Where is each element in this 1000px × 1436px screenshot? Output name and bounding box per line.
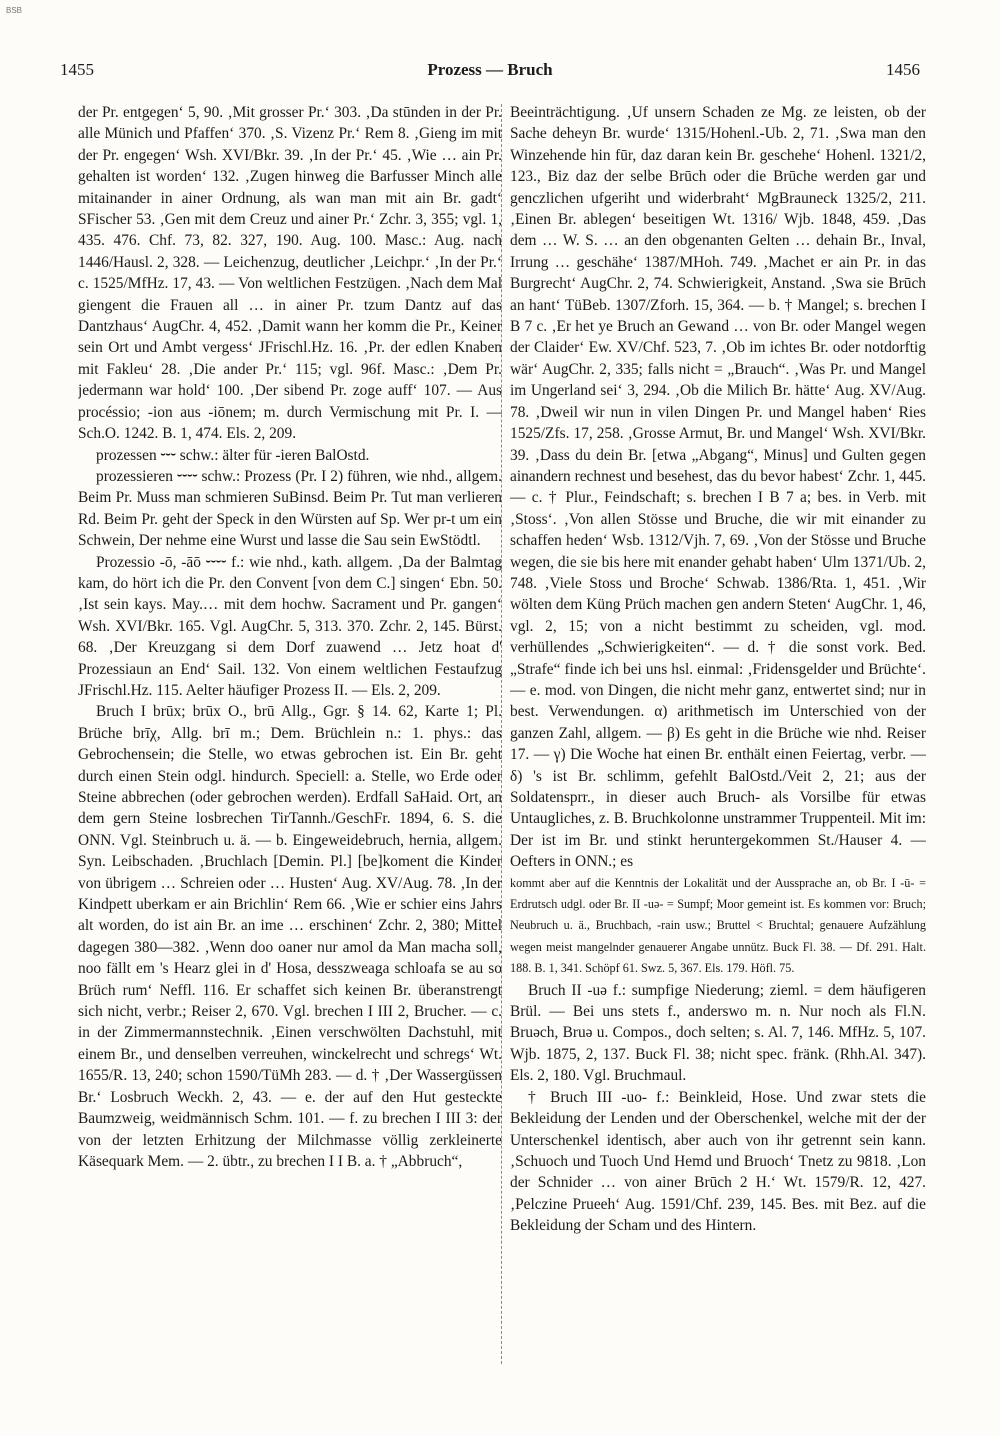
- library-stamp: BSB: [6, 6, 23, 15]
- page-header: [60, 60, 920, 86]
- entry-prozession: Prozessio -ō, -āō ⏑⏑⏑⏑ f.: wie nhd., kath. allgem. ‚Da der Balmtag kam, do hört ich die Pr. den Convent [von dem C.] singen‘ Ebn. 50. ‚Ist sein kays. May.… mit dem hochw. Sacrament und Pr. gangen‘ Wsh. XVI/Bkr. 165. Vgl. AugChr. 5, 313. 370. Zchr. 2, 145. Bürst. 68. ‚Der Kreuzgang si dem Dorf zuawend … Jetz hoat d' Prozessiaun an End‘ Sail. 132. Von einem weltlichen Festaufzug JFrischl.Hz. 115. Aelter häufiger Prozess II. — Els. 2, 209.: [78, 553, 502, 699]
- page-number-left: 1455: [60, 60, 94, 79]
- entry-prozessen: prozessen ⏑⏑⏑ schw.: älter für -ieren BalOstd.: [96, 446, 370, 464]
- right-column: [510, 102, 926, 1370]
- entry-continuation: der Pr. entgegen‘ 5, 90. ‚Mit grosser Pr.‘ 303. ‚Da stūnden in der Pr. alle Münich und Pfaffen‘ 370. ‚S. Vizenz Pr.‘ Rem 8. ‚Gieng im mit der Pr. engegen‘ Wsh. XVI/Bkr. 39. ‚In der Pr.‘ 45. ‚Wie … ain Pr. gehalten ist worden‘ 132. ‚Zugen hinweg die Barfusser Minch alle mitainander in ainer Ordnung, als wan man mit ain Br. gadt‘ SFischer 53. ‚Gen mit dem Creuz und ainer Pr.‘ Zchr. 3, 355; vgl. 1, 435. 476. Chf. 73, 82. 327, 190. Aug. 100. Masc.: Aug. nach 1446/Hausl. 2, 328. — Leichenzug, deutlicher ‚Leichpr.‘ ‚In der Pr.‘ c. 1525/MfHz. 17, 43. — Von weltlichen Festzügen. ‚Nach dem Mal giengent die Frauen all … in ainer Pr. tzum Dantz auf das Dantzhaus‘ AugChr. 4, 452. ‚Damit wann her komm die Pr., Keiner sein Ort und Ambt vergess‘ JFrischl.Hz. 16. ‚Pr. der edlen Knaben mit Fakleu‘ 28. ‚Die ander Pr.‘ 115; vgl. 96f. Masc.: ‚Dem Pr. jedermann war hold‘ 100. ‚Der sibend Pr. zoge auff‘ 107. — Aus procéssio; -ion aus -iōnem; m. durch Vermischung mit Pr. I. — Sch.O. 1242. B. 1, 474. Els. 2, 209.: [78, 104, 502, 443]
- entry-bruch-2: Bruch II -uə f.: sumpfige Niederung; zieml. = dem häufigeren Brül. — Bei uns stets f., anderswo m. n. Nur noch als Fl.N. Bruəch, Bruə u. Compos., doch selten; s. Al. 7, 146. MfHz. 5, 107. Wjb. 1875, 2, 137. Buck Fl. 38; nicht spec. fränk. (Rhh.Al. 347). Els. 2, 180. Vgl. Bruchmaul.: [510, 981, 926, 1085]
- page-number-right: 1456: [886, 60, 920, 79]
- entry-bruch-1-note: kommt aber auf die Kenntnis der Lokalität und der Aussprache an, ob Br. I -ū- = Erdrutsch udgl. oder Br. II -uə- = Sumpf; Moor gemeint ist. Es kommen vor: Bruch; Neubruch u. ä., Bruchbach, -rain usw.; Bruttel < Bruchtal; genauere Aufzählung wegen meist mangelnder genauerer Angabe unnütz. Buck Fl. 38. — Df. 291. Halt. 188. B. 1, 341. Schöpf 61. Swz. 5, 367. Els. 179. Höfl. 75.: [510, 875, 926, 976]
- running-title: Prozess — Bruch: [427, 60, 553, 79]
- entry-bruch-1: Bruch I brūx; brūx O., brū Allg., Ggr. § 14. 62, Karte 1; Pl. Brüche brīχ, Allg. brī m.; Dem. Brüchlein n.: 1. phys.: das Gebrochensein; die Stelle, wo etwas gebrochen ist. Ein Br. geht durch einen Stein odgl. hindurch. Speciell: a. Stelle, wo Erde oder Steine abbrechen (oder gebrochen werden). Erdfall SaHaid. Ort, an dem gern Steine losbrechen TirTannh./GeschFr. 1894, 6. S. die ONN. Vgl. Steinbruch u. ä. — b. Eingeweidebruch, hernia, allgem. Syn. Leibschaden. ‚Bruchlach [Demin. Pl.] [be]koment die Kinder von übrigem … Schreien oder … Husten‘ Aug. XV/Aug. 78. ‚In der Kindpett uberkam er ain Brichlin‘ Rem 66. ‚Wie er schier eins Jahrs alt worden, do ist ain Br. an ime … erschinen‘ Zchr. 2, 380; Mittel dagegen 380—382. ‚Wenn doo oaner nur amol da Man macha soll, noo fällt em 's Hearz glei in d' Hosa, desszweaga schloafa se au so Brüch rum‘ Neffl. 116. Er schaffet sich keinen Br. überanstrengt sich nicht, verbr.; Reiser 2, 670. Vgl. brechen I III 2, Brucher. — c. in der Zimmermannstechnik. ‚Einen verschwölten Dachstuhl, mit einem Br., und denselben verreuhen, winckelrecht und schregs‘ Wt. 1655/R. 13, 240; schon 1590/TüMh 283. — d. † ‚Der Wassergüssen Br.‘ Losbruch Weckh. 2, 43. — e. der auf den Hut gesteckte Baumzweig, weidmännisch Schm. 101. — f. zu brechen I III 3: der von der letzten Erhitzung der Milchmasse völlig zerkleinerte Käsequark Mem. — 2. übtr., zu brechen I I B. a. † „Abbruch“,: [78, 703, 502, 1170]
- entry-prozessieren: prozessieren ⏑⏑⏑⏑ schw.: Prozess (Pr. I 2) führen, wie nhd., allgem. Beim Pr. Muss man schmieren SuBinsd. Beim Pr. Tut man verlieren Rd. Beim Pr. geht der Speck in den Würsten auf Sp. Wer pr-t um ein Schwein, Der nehme eine Wurst und lasse die Sau sein EwStödtl.: [78, 467, 502, 550]
- entry-bruch-3: † Bruch III -uo- f.: Beinkleid, Hose. Und zwar stets die Bekleidung der Lenden und der Oberschenkel, welche mit der der Unterschenkel identisch, aber auch von ihr getrennt sein kann. ‚Schuoch und Tuoch Und Hemd und Bruoch‘ Tnetz zu 9818. ‚Lon der Schnider … von ainer Brūch 2 H.‘ Wt. 1579/R. 12, 427. ‚Pelczine Prueeh‘ Aug. 1591/Chf. 239, 145. Bes. mit Bez. auf die Bekleidung der Scham und des Hintern.: [510, 1088, 926, 1235]
- left-column: [78, 102, 502, 1370]
- entry-bruch-1-continuation: Beeinträchtigung. ‚Uf unsern Schaden ze Mg. ze leisten, ob der Sache deheyn Br. wurde‘ 1315/Hohenl.-Ub. 2, 71. ‚Swa man den Winzehende hin fūr, daz daran kein Br. geschehe‘ Hohenl. 1321/2, 123., Biz daz der selbe Brūch oder die Brūche werden gar und genczlichen ufgeriht und widerbraht‘ MgBrauneck 1325/2, 211. ‚Einen Br. ablegen‘ beseitigen Wt. 1316/ Wjb. 1848, 459. ‚Das dem … W. S. … an den obgenanten Gelten … dehain Br., Inval, Irrung … geschähe‘ 1387/MHoh. 749. ‚Machet er ain Pr. in das Burgrecht‘ AugChr. 2, 74. Schwierigkeit, Anstand. ‚Swa sie Brūch an hant‘ TüBeb. 1307/Zforh. 15, 364. — b. † Mangel; s. brechen I B 7 c. ‚Er het ye Bruch an Gewand … von Br. oder Mangel wegen der Claider‘ Ew. XV/Chf. 523, 7. ‚Ob im ichtes Br. oder notdorftig wär‘ AugChr. 2, 335; falls nicht = „Brauch“. ‚Was Pr. und Mangel im Ungerland sei‘ 3, 294. ‚Ob die Milich Br. hätte‘ Aug. XV/Aug. 78. ‚Dweil wir nun in vilen Dingen Pr. und Mangel haben‘ Ries 1525/Zfs. 17, 258. ‚Grosse Armut, Br. und Mangel‘ Wsh. XVI/Bkr. 39. ‚Dass du dein Br. [etwa „Abgang“, Minus] und Gulten gegen ainandern rechnest und besehest, das du bevor habest‘ Zchr. 1, 445. — c. † Plur., Feindschaft; s. brechen I B 7 a; bes. in Verb. mit ‚Stoss‘. ‚Von allen Stösse und Bruche, die wir mit einander zu schaffen heden‘ Wsb. 1312/Vjh. 7, 69. ‚Von der Stösse und Bruche wegen, die sie bis here mit enander gehabt haben‘ Ulm 1371/Ub. 2, 748. ‚Viele Stoss und Broche‘ Schwab. 1386/Rta. 1, 451. ‚Wir wölten dem Küng Prüch machen gen andern Steten‘ AugChr. 1, 46, vgl. 2, 15; von a nicht bestimmt zu scheiden, vgl. mod. verhüllendes „Schwierigkeiten“. — d. † die sonst vork. Bed. „Strafe“ finde ich bei uns hsl. einmal: ‚Fridensgelder und Brüchte‘. — e. mod. von Dingen, die nicht mehr ganz, entwertet sind; nur in best. Verwendungen. α) arithmetisch im Unterschied von der ganzen Zahl, allgem. — β) Es geht in die Brüche wie nhd. Reiser 17. — γ) Die Woche hat einen Br. enthält einen Feiertag, verbr. — δ) 's ist Br. schlimm, gefehlt BalOstd./Veit 2, 21; aus der Soldatensprr., in dieser auch Bruch- als Vorsilbe für etwas Untaugliches, z. B. Bruchkolonne unstrammer Truppenteil. Mit im: Der ist im Br. und stinkt heruntergekommen St./Hauser 4. — Oefters in ONN.; es: [510, 104, 926, 871]
